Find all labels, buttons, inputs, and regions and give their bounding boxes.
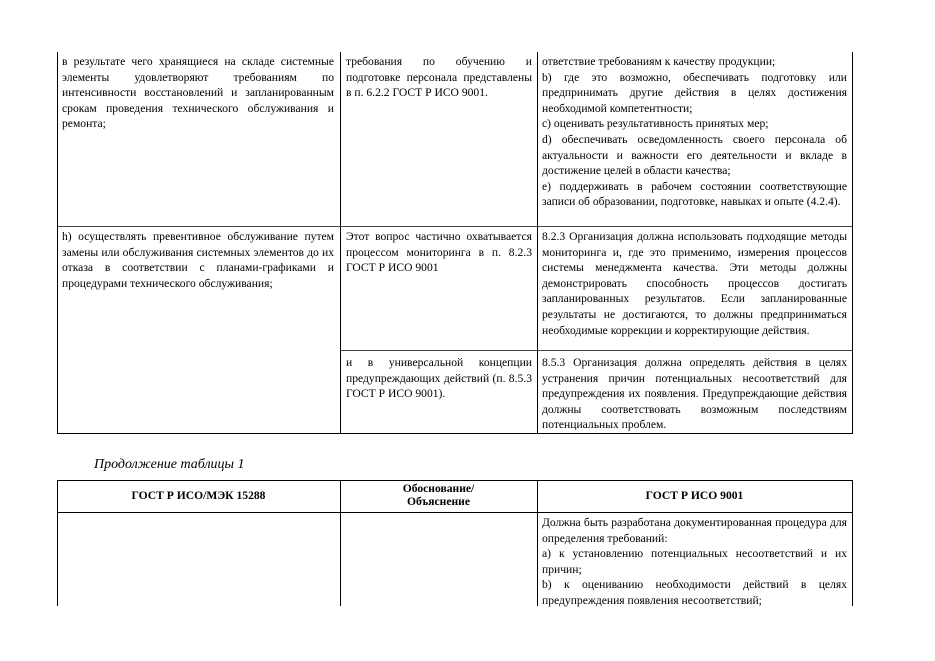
cell-text: 8.5.3 Организация должна определять действия в целях устранения причин потенциальных несоответствий для предупреждения их появления. Предупреждающие действия должны соответствовать возможным последствиям потенциальных проблем.: [542, 356, 847, 432]
table-top-border-right: [852, 52, 853, 433]
table-top-divider-1: [340, 52, 341, 433]
cell-text: Этот вопрос частично охватывается процессом мониторинга в п. 8.2.3 ГОСТ Р ИСО 9001: [346, 230, 532, 275]
cell-text: h) осуществлять превентивное обслуживание путем замены или обслуживания системных элементов до их отказа в соответствии с планами-графиками и процедурами технического обслуживания;: [62, 230, 334, 290]
list-item: b) где это возможно, обеспечивать подготовку или предпринимать другие действия в целях достижения необходимой компетентности;: [542, 70, 847, 115]
table-top-row3-col2: [346, 355, 532, 402]
cell-text: 8.2.3 Организация должна использовать подходящие методы мониторинга и, где это применимо, измерения процессов системы менеджмента качества. Эти методы должны демонстрировать способность процессов достигать запланированных результатов. Если запланированные результаты не достигаются, то должны предприниматься необходимые коррекции и корректирующие действия.: [542, 230, 847, 337]
table-top-row2-col3: [542, 229, 847, 338]
table-bottom-border-right: [852, 480, 853, 606]
table-top-row-divider-2: [340, 350, 852, 351]
table-top-border-left: [57, 52, 58, 433]
table-bottom-border-top: [57, 480, 853, 481]
list-item: e) поддерживать в рабочем состоянии соответствующие записи об образовании, подготовке, навыках и опыте (4.2.4).: [542, 179, 847, 209]
list-item: Должна быть разработана документированная процедура для определения требований:: [542, 516, 847, 545]
header-col1: [57, 489, 340, 502]
table-bottom-header-divider: [57, 512, 853, 513]
cell-text: требования по обучению и подготовке персонала представлены в п. 6.2.2 ГОСТ Р ИСО 9001.: [346, 55, 532, 100]
table-bottom-row1-col3: [542, 515, 847, 609]
table-top-row2-col1: [62, 229, 334, 291]
header-col3: [537, 489, 852, 502]
table-top-row3-col3: [542, 355, 847, 433]
list-item: d) обеспечивать осведомленность своего персонала об актуальности и важности его деятельности и вкладе в достижение целей в области качества;: [542, 132, 847, 178]
header-label-line-1: Обоснование/: [402, 482, 475, 495]
cell-text: и в универсальной концепции предупреждающих действий (п. 8.5.3 ГОСТ Р ИСО 9001).: [346, 356, 532, 401]
header-label: ГОСТ Р ИСО 9001: [645, 489, 744, 502]
list-item: b) к оцениванию необходимости действий в целях предупреждения появления несоответствий;: [542, 578, 847, 607]
header-label: ГОСТ Р ИСО/МЭК 15288: [131, 489, 266, 502]
table-top-row2-col2: [346, 229, 532, 276]
table-top-row1-col1: [62, 54, 334, 132]
list-item: ответствие требованиям к качеству продукции;: [542, 55, 776, 68]
header-label-line-2: Объяснение: [406, 495, 471, 508]
table-top-divider-2: [537, 52, 538, 433]
cell-text: в результате чего хранящиеся на складе системные элементы удовлетворяют требованиям по интенсивности восстановлений и запланированным срокам проведения технического обслуживания и ремонта;: [62, 55, 334, 131]
table-top-row1-col3: [542, 54, 847, 210]
table-caption: Продолжение таблицы 1: [94, 457, 245, 472]
list-item: c) оценивать результативность принятых мер;: [542, 117, 769, 131]
header-col2: [340, 482, 537, 508]
table-top-row1-col2: [346, 54, 532, 101]
table-top-border-bottom: [57, 433, 853, 434]
list-item: a) к установлению потенциальных несоответствий и их причин;: [542, 547, 847, 576]
table-top-row-divider-1: [57, 226, 852, 227]
